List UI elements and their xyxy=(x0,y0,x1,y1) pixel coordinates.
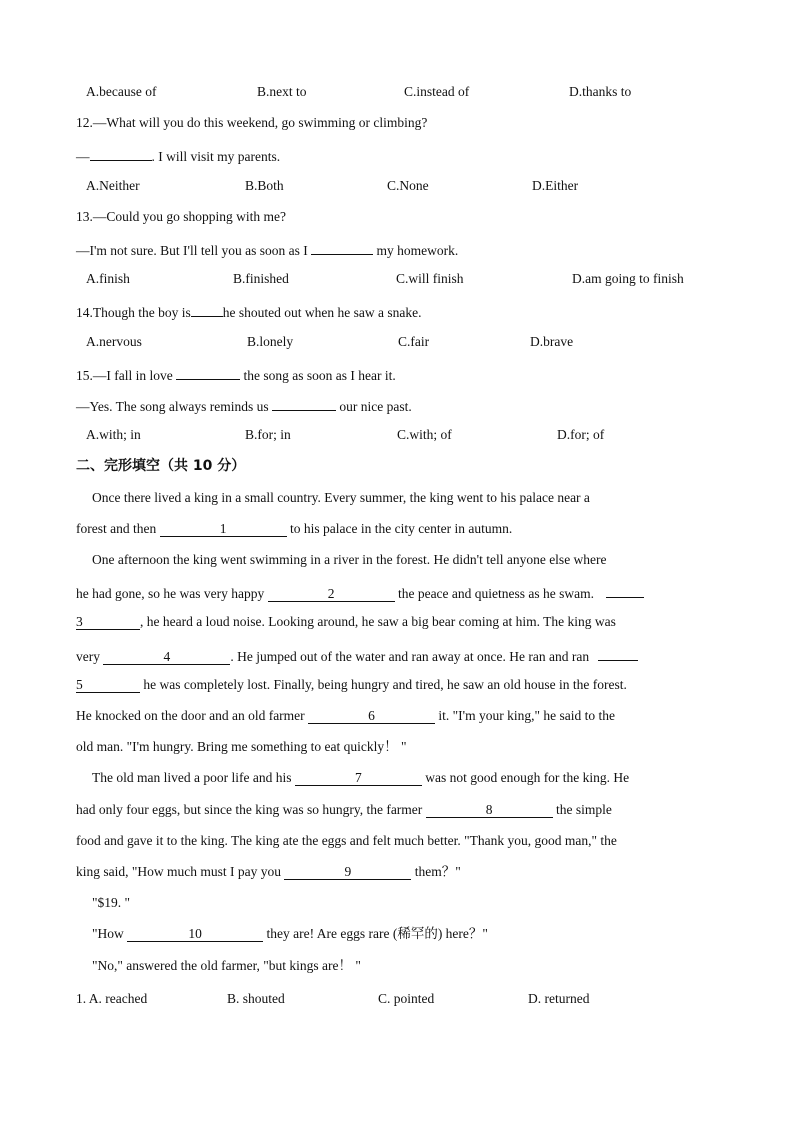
q15-option-d: D.for; of xyxy=(557,427,605,442)
passage-text: very xyxy=(76,649,104,664)
cloze-blank-3-start[interactable] xyxy=(606,582,644,598)
cloze-q1-option-a: 1. A. reached xyxy=(76,991,148,1006)
q13-question: 13.—Could you go shopping with me? xyxy=(76,209,286,224)
q11-option-d: D.thanks to xyxy=(569,84,632,99)
passage-line xyxy=(76,707,615,725)
cloze-blank-3[interactable] xyxy=(76,614,140,630)
q12-option-d: D.Either xyxy=(532,178,579,193)
q12-answer xyxy=(76,145,280,166)
q11-option-c: C.instead of xyxy=(404,84,470,99)
passage-line: "No," answered the old farmer, "but kings are！ " xyxy=(92,958,361,973)
cloze-q1-option-b: B. shouted xyxy=(227,991,285,1006)
q15-option-b: B.for; in xyxy=(245,427,291,442)
q15-answer-prefix: —Yes. The song always reminds us xyxy=(76,399,273,414)
passage-text: to his palace in the city center in autumn. xyxy=(286,521,513,536)
blank-number: 4 xyxy=(163,649,171,664)
blank-number: 10 xyxy=(188,926,202,941)
passage-text: The old man lived a poor life and his xyxy=(92,770,295,785)
passage-text: forest and then xyxy=(76,521,160,536)
cloze-blank-8[interactable] xyxy=(426,802,553,818)
section-heading: 二、完形填空（共 10 分） xyxy=(76,458,246,474)
q13-answer-suffix: my homework. xyxy=(373,243,459,258)
cloze-blank-1[interactable] xyxy=(160,521,287,537)
passage-line xyxy=(76,613,616,631)
q14-question xyxy=(76,301,421,322)
passage-line: food and gave it to the king. The king ate the eggs and felt much better. "Thank you, good man," the xyxy=(76,833,617,848)
q13-answer-prefix: —I'm not sure. But I'll tell you as soon as I xyxy=(76,243,312,258)
passage-text: he had gone, so he was very happy xyxy=(76,586,268,601)
passage-text: had only four eggs, but since the king was so hungry, the farmer xyxy=(76,802,426,817)
q14-option-c: C.fair xyxy=(398,334,430,349)
passage-line xyxy=(76,520,512,538)
passage-text: the peace and quietness as he swam. xyxy=(394,586,595,601)
q11-option-a: A.because of xyxy=(86,84,157,99)
q13-option-b: B.finished xyxy=(233,271,289,286)
passage-text: , he heard a loud noise. Looking around, he saw a big bear coming at him. The king was xyxy=(140,614,616,629)
passage-text: He knocked on the door and an old farmer xyxy=(76,708,309,723)
cloze-q1-option-c: C. pointed xyxy=(378,991,435,1006)
q14-suffix: he shouted out when he saw a snake. xyxy=(222,305,422,320)
cloze-blank-6[interactable] xyxy=(308,708,435,724)
passage-line xyxy=(76,676,627,694)
q15-blank-1[interactable] xyxy=(176,364,240,380)
passage-text: "How xyxy=(92,926,128,941)
passage-line: One afternoon the king went swimming in a river in the forest. He didn't tell anyone else where xyxy=(92,552,607,567)
blank-number: 9 xyxy=(344,864,352,879)
passage-line: Once there lived a king in a small country. Every summer, the king went to his palace near a xyxy=(92,490,590,505)
passage-text: he was completely lost. Finally, being hungry and tired, he saw an old house in the forest. xyxy=(140,677,627,692)
cloze-q1-option-d: D. returned xyxy=(528,991,590,1006)
passage-line: "$19. " xyxy=(92,895,131,910)
blank-number: 3 xyxy=(76,614,83,629)
q12-question: 12.—What will you do this weekend, go swimming or climbing? xyxy=(76,115,428,130)
q15-answer-suffix: our nice past. xyxy=(336,399,412,414)
q14-option-b: B.lonely xyxy=(247,334,294,349)
blank-number: 6 xyxy=(368,708,375,723)
q12-option-c: C.None xyxy=(387,178,429,193)
q13-answer xyxy=(76,239,458,260)
passage-text: . He jumped out of the water and ran away at once. He ran and ran xyxy=(230,649,593,664)
q13-option-c: C.will finish xyxy=(396,271,464,286)
passage-text: the simple xyxy=(552,802,612,817)
passage-text: they are! Are eggs rare (稀罕的) here？" xyxy=(263,926,488,941)
q15-option-a: A.with; in xyxy=(86,427,141,442)
q12-option-b: B.Both xyxy=(245,178,284,193)
q15-answer xyxy=(76,395,412,416)
passage-line xyxy=(76,645,638,666)
passage-text: it. "I'm your king," he said to the xyxy=(435,708,615,723)
q12-answer-suffix: . I will visit my parents. xyxy=(151,149,281,164)
cloze-blank-2[interactable] xyxy=(268,586,395,602)
q13-option-d: D.am going to finish xyxy=(572,271,684,286)
q13-option-a: A.finish xyxy=(86,271,130,286)
cloze-blank-5[interactable] xyxy=(76,677,140,693)
q15-blank-2[interactable] xyxy=(272,395,336,411)
q12-answer-prefix: — xyxy=(76,149,90,164)
cloze-blank-7[interactable] xyxy=(295,770,422,786)
q11-option-b: B.next to xyxy=(257,84,307,99)
q15-question xyxy=(76,364,396,385)
blank-number: 5 xyxy=(76,677,83,692)
q14-prefix: 14.Though the boy is xyxy=(76,305,191,320)
q15-question-prefix: 15.—I fall in love xyxy=(76,368,177,383)
q12-option-a: A.Neither xyxy=(86,178,140,193)
blank-number: 1 xyxy=(219,521,227,536)
passage-line xyxy=(92,769,629,787)
passage-line xyxy=(76,801,612,819)
cloze-blank-10[interactable] xyxy=(127,926,263,942)
cloze-blank-9[interactable] xyxy=(284,864,411,880)
passage-line xyxy=(92,925,488,943)
q15-option-c: C.with; of xyxy=(397,427,452,442)
cloze-blank-5-start[interactable] xyxy=(598,645,638,661)
q13-blank[interactable] xyxy=(311,239,373,255)
passage-text: king said, "How much must I pay you xyxy=(76,864,285,879)
passage-text: was not good enough for the king. He xyxy=(421,770,630,785)
passage-line xyxy=(76,582,644,603)
blank-number: 2 xyxy=(327,586,335,601)
q14-option-d: D.brave xyxy=(530,334,574,349)
q14-option-a: A.nervous xyxy=(86,334,142,349)
passage-text: them？" xyxy=(411,864,461,879)
blank-number: 8 xyxy=(485,802,493,817)
passage-line xyxy=(76,863,461,881)
q15-question-suffix: the song as soon as I hear it. xyxy=(240,368,396,383)
passage-line: old man. "I'm hungry. Bring me something to eat quickly！ " xyxy=(76,739,407,754)
cloze-blank-4[interactable] xyxy=(103,649,230,665)
blank-number: 7 xyxy=(354,770,362,785)
q14-blank[interactable] xyxy=(191,301,223,317)
q12-blank[interactable] xyxy=(90,145,152,161)
